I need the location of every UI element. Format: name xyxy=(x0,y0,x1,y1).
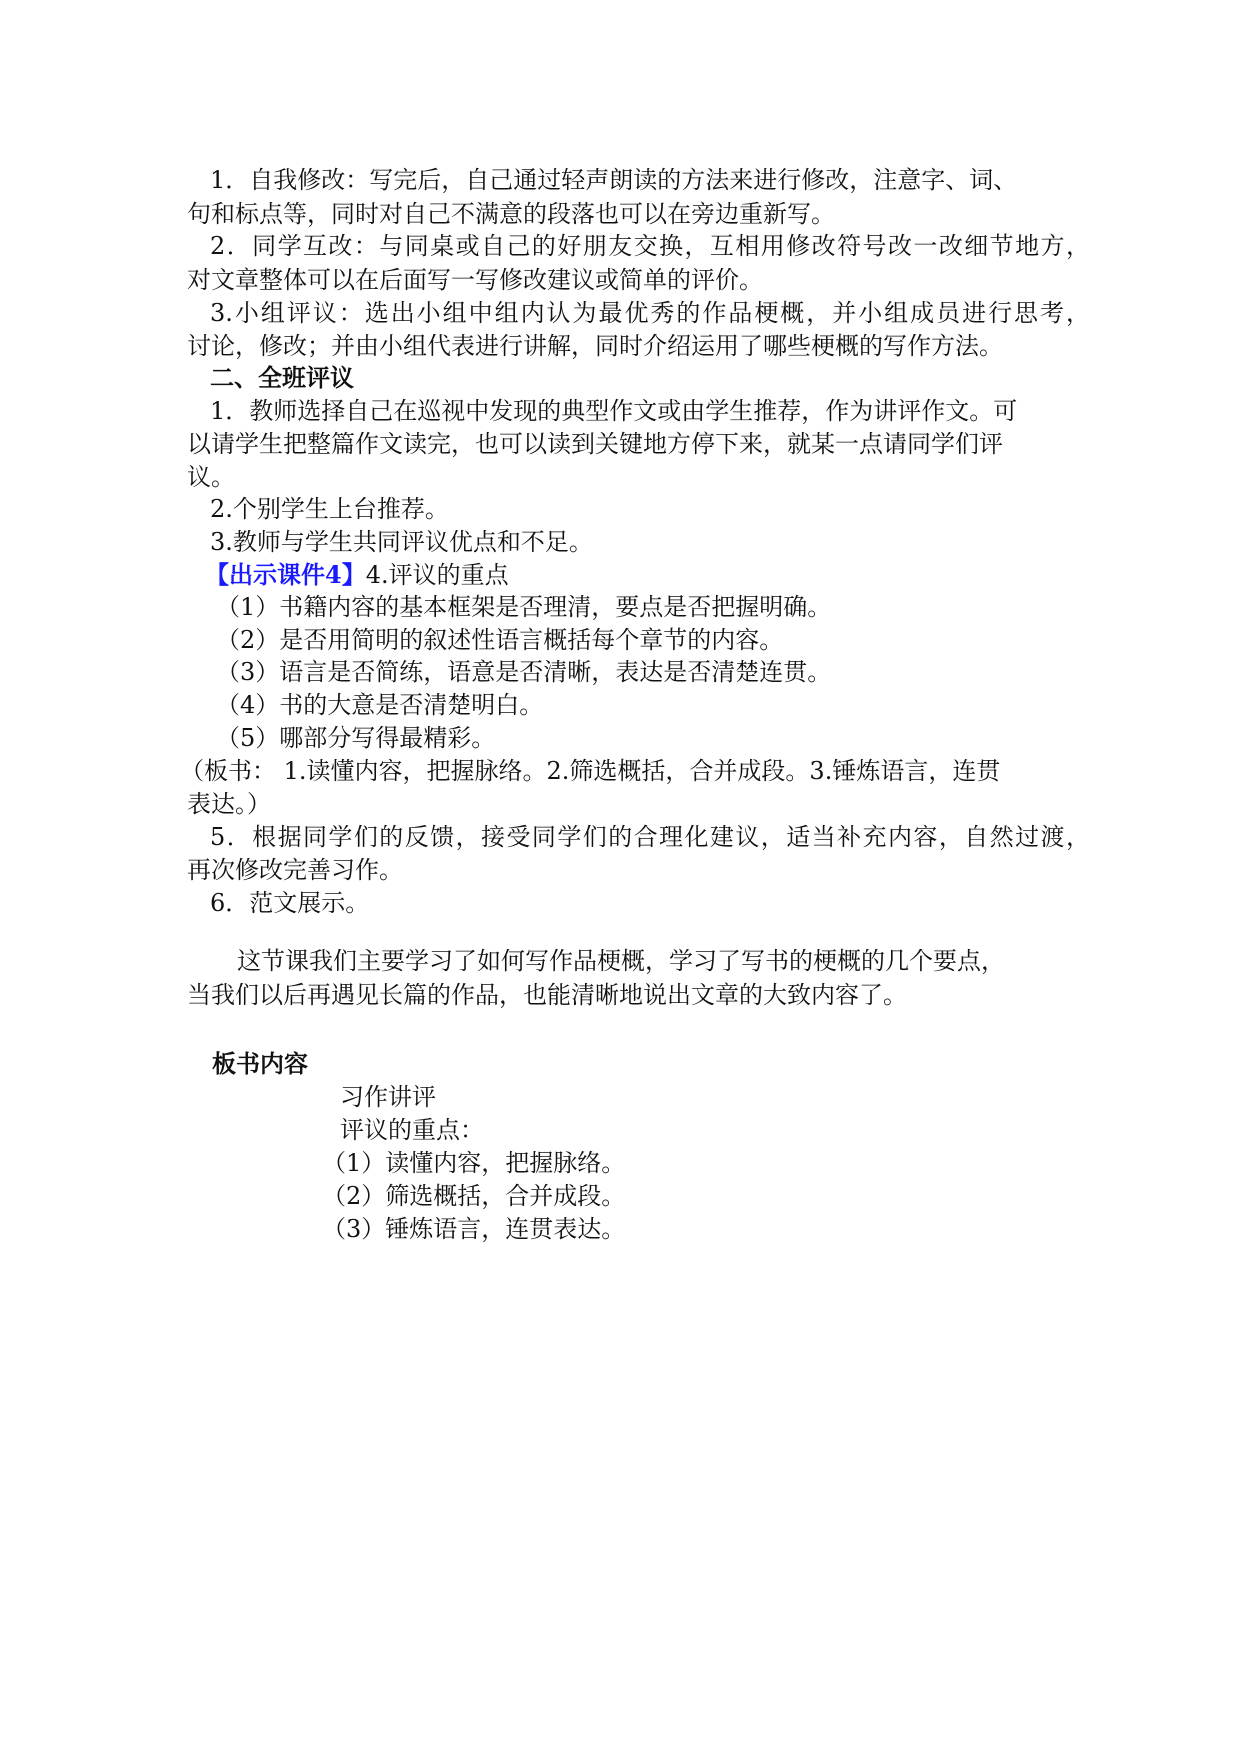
summary-line-2: 当我们以后再遇见长篇的作品，也能清晰地说出文章的大致内容了。 xyxy=(187,981,907,1009)
group-review-line-2: 讨论，修改；并由小组代表进行讲解，同时介绍运用了哪些梗概的写作方法。 xyxy=(187,332,1003,360)
review-point: （2）是否用简明的叙述性语言概括每个章节的内容。 xyxy=(216,626,784,654)
revise-self-line-2: 句和标点等，同时对自己不满意的段落也可以在旁边重新写。 xyxy=(187,200,835,228)
joint-review-line: 3.教师与学生共同评议优点和不足。 xyxy=(210,528,593,556)
board-item: （1）读懂内容，把握脉络。 xyxy=(322,1149,626,1177)
teacher-select-line-1: 1．教师选择自己在巡视中发现的典型作文或由学生推荐，作为讲评作文。可 xyxy=(210,397,1018,425)
review-focus-title: 4.评议的重点 xyxy=(365,561,509,589)
review-point: （1）书籍内容的基本框架是否理清，要点是否把握明确。 xyxy=(216,593,832,621)
board-subtitle: 评议的重点： xyxy=(340,1116,484,1144)
board-note-line-2: 表达。） xyxy=(187,790,271,818)
group-review-line-1: 3.小组评议：选出小组中组内认为最优秀的作品梗概，并小组成员进行思考， xyxy=(210,299,1090,327)
sample-essay-line: 6．范文展示。 xyxy=(210,889,370,917)
courseware-tag: 【出示课件4】 xyxy=(205,560,366,589)
student-recommend-line: 2.个别学生上台推荐。 xyxy=(210,495,449,523)
board-note-line-1: （板书： 1.读懂内容，把握脉络。2.筛选概括，合并成段。3.锤炼语言，连贯 xyxy=(180,757,1001,785)
peer-revise-line-2: 对文章整体可以在后面写一写修改建议或简单的评价。 xyxy=(187,266,763,294)
review-point: （5）哪部分写得最精彩。 xyxy=(216,724,496,752)
teacher-select-line-2: 以请学生把整篇作文读完，也可以读到关键地方停下来，就某一点请同学们评 xyxy=(187,430,1003,458)
revise-self-line-1: 1．自我修改：写完后，自己通过轻声朗读的方法来进行修改，注意字、词、 xyxy=(210,166,1018,194)
summary-line-1: 这节课我们主要学习了如何写作品梗概，学习了写书的梗概的几个要点， xyxy=(237,947,1005,975)
review-point: （4）书的大意是否清楚明白。 xyxy=(216,691,544,719)
review-focus-line xyxy=(205,558,1085,592)
board-content-heading: 板书内容 xyxy=(212,1049,308,1078)
teacher-select-line-3: 议。 xyxy=(187,463,235,491)
review-point: （3）语言是否简练，语意是否清晰，表达是否清楚连贯。 xyxy=(216,658,832,686)
board-item: （3）锤炼语言，连贯表达。 xyxy=(322,1215,626,1243)
board-title: 习作讲评 xyxy=(340,1083,436,1111)
section-heading-class-review: 二、全班评议 xyxy=(210,363,354,392)
peer-revise-line-1: 2．同学互改：与同桌或自己的好朋友交换，互相用修改符号改一改细节地方， xyxy=(210,232,1090,260)
board-item: （2）筛选概括，合并成段。 xyxy=(322,1182,626,1210)
feedback-line-1: 5．根据同学们的反馈，接受同学们的合理化建议，适当补充内容，自然过渡， xyxy=(210,823,1090,851)
feedback-line-2: 再次修改完善习作。 xyxy=(187,856,403,884)
